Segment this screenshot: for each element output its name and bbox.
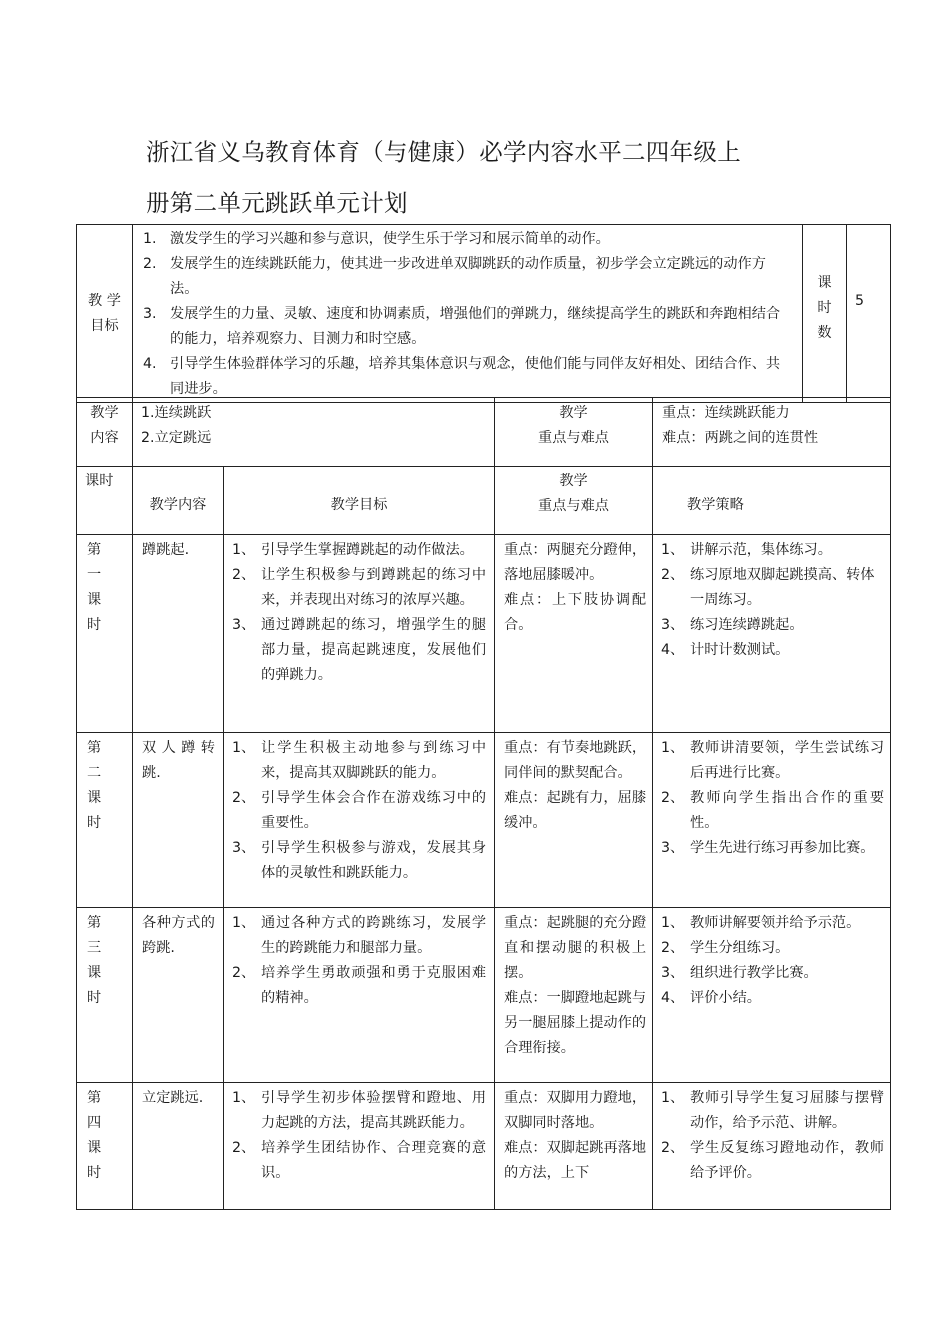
- kd-label-cell: [495, 398, 653, 467]
- difficulty-point: 难点：两跳之间的连贯性: [662, 430, 819, 446]
- lesson-difficulty: 难点：一脚蹬地起跳与另一腿屈膝上提动作的合理衔接。: [504, 990, 647, 1056]
- header-lesson: 课时: [77, 467, 133, 535]
- lesson-goal-item: 2、 引导学生体会合作在游戏练习中的重要性。: [232, 790, 487, 831]
- hours-label-cell: [803, 225, 847, 403]
- hours-label: 数: [817, 325, 832, 341]
- lesson-strategy: [653, 908, 891, 1083]
- lesson-goal-item: 2、 培养学生团结协作、合理竞赛的意识。: [232, 1140, 487, 1181]
- lesson-key-point: 重点：两腿充分蹬伸，落地屈膝暖冲。: [504, 542, 647, 583]
- lesson-plan-table: [76, 397, 891, 1210]
- goal-number: 2.: [143, 256, 157, 272]
- goal-text: 激发学生的学习兴趣和参与意识，使学生乐于学习和展示简单的动作。: [170, 231, 610, 247]
- lesson-goal-item: 3、 引导学生积极参与游戏，发展其身体的灵敏性和跳跃能力。: [232, 840, 487, 881]
- goals-list-cell: [133, 225, 803, 403]
- header-strategy: 教学策略: [653, 467, 891, 535]
- content-label: 内容: [90, 430, 119, 446]
- header-goal: 教学目标: [224, 467, 495, 535]
- strategy-item: 2、 教师向学生指出合作的重要性。: [661, 790, 885, 831]
- lesson-content: 各种方式的跨跳.: [133, 908, 224, 1083]
- lesson-label: 第 一 课 时: [77, 535, 133, 733]
- lesson-row: [77, 1083, 891, 1210]
- goal-item: [143, 302, 794, 352]
- header-kd: 教学 重点与难点: [495, 467, 653, 535]
- goal-number: 3.: [143, 306, 157, 322]
- goals-label-cell: [77, 225, 133, 403]
- kd-label: 重点与难点: [538, 430, 609, 446]
- lesson-goal-item: 1、 通过各种方式的跨跳练习，发展学生的跨跳能力和腿部力量。: [232, 915, 487, 956]
- lesson-row: [77, 908, 891, 1083]
- strategy-item: 1、 教师讲解要领并给予示范。: [661, 915, 861, 931]
- strategy-item: 2、 学生反复练习蹬地动作，教师给予评价。: [661, 1140, 885, 1181]
- lesson-goals: [224, 535, 495, 733]
- lesson-label: 第 二 课 时: [77, 733, 133, 908]
- lesson-goals: [224, 733, 495, 908]
- lesson-kd: [495, 1083, 653, 1210]
- content-items-cell: [133, 398, 495, 467]
- lesson-goal-item: 1、 引导学生掌握蹲跳起的动作做法。: [232, 542, 474, 558]
- lesson-goal-item: 1、 引导学生初步体验摆臂和蹬地、用力起跳的方法，提高其跳跃能力。: [232, 1090, 487, 1131]
- document-title-line-1: 浙江省义乌教育体育（与健康）必学内容水平二四年级上: [146, 138, 741, 166]
- goal-number: 4.: [143, 356, 157, 372]
- lesson-difficulty: 难点：起跳有力，屈膝缓冲。: [504, 790, 647, 831]
- lesson-goals: [224, 1083, 495, 1210]
- hours-label: 时: [817, 300, 832, 316]
- goal-text: 发展学生的力量、灵敏、速度和协调素质，增强他们的弹跳力，继续提高学生的跳跃和奔跑相结合的能力，培养观察力、目测力和时空感。: [170, 306, 781, 347]
- content-item: 2.立定跳远: [141, 430, 212, 446]
- lesson-difficulty: 难点：上下肢协调配合。: [504, 592, 647, 633]
- lesson-goals: [224, 908, 495, 1083]
- strategy-item: 4、 评价小结。: [661, 990, 761, 1006]
- lesson-label: 第 四 课 时: [77, 1083, 133, 1210]
- goal-item: [143, 227, 794, 252]
- lesson-kd: [495, 535, 653, 733]
- goals-label: 目标: [90, 317, 119, 334]
- goal-number: 1.: [143, 231, 157, 247]
- lesson-goal-item: 2、 让学生积极参与到蹲跳起的练习中来，并表现出对练习的浓厚兴趣。: [232, 567, 487, 608]
- strategy-item: 1、 教师引导学生复习屈膝与摆臂动作，给予示范、讲解。: [661, 1090, 885, 1131]
- lesson-strategy: [653, 733, 891, 908]
- strategy-item: 3、 练习连续蹲跳起。: [661, 617, 804, 633]
- strategy-item: 1、 讲解示范，集体练习。: [661, 542, 832, 558]
- content-label: 教学: [90, 405, 119, 421]
- document-title-line-2: 册第二单元跳跃单元计划: [146, 189, 408, 217]
- goal-item: [143, 352, 794, 402]
- lesson-key-point: 重点：起跳腿的充分蹬直和摆动腿的积极上摆。: [504, 915, 647, 981]
- hours-value: 5: [855, 292, 865, 309]
- strategy-item: 1、 教师讲清要领，学生尝试练习后再进行比赛。: [661, 740, 885, 781]
- goal-text: 引导学生体验群体学习的乐趣，培养其集体意识与观念，使他们能与同伴友好相处、团结合作、共同进步。: [170, 356, 781, 397]
- lesson-key-point: 重点：双脚用力蹬地，双脚同时落地。: [504, 1090, 647, 1131]
- kd-label: 教学: [559, 405, 588, 421]
- hours-label: 课: [817, 275, 832, 291]
- lesson-goal-item: 3、 通过蹲跳起的练习，增强学生的腿部力量，提高起跳速度，发展他们的弹跳力。: [232, 617, 487, 683]
- strategy-item: 3、 学生先进行练习再参加比赛。: [661, 840, 875, 856]
- lesson-key-point: 重点：有节奏地跳跃，同伴间的默契配合。: [504, 740, 647, 781]
- lesson-goal-item: 1、 让学生积极主动地参与到练习中来，提高其双脚跳跃的能力。: [232, 740, 487, 781]
- goals-table: [76, 224, 891, 403]
- goal-text: 发展学生的连续跳跃能力，使其进一步改进单双脚跳跃的动作质量，初步学会立定跳远的动作方法。: [170, 256, 766, 297]
- lesson-kd: [495, 908, 653, 1083]
- content-label-cell: [77, 398, 133, 467]
- content-item: 1.连续跳跃: [141, 405, 212, 421]
- strategy-item: 2、 练习原地双脚起跳摸高、转体一周练习。: [661, 567, 875, 608]
- strategy-item: 2、 学生分组练习。: [661, 940, 790, 956]
- goals-label: 教 学: [88, 292, 121, 309]
- lesson-label: 第 三 课 时: [77, 908, 133, 1083]
- key-point: 重点：连续跳跃能力: [662, 405, 790, 421]
- lesson-difficulty: 难点：双脚起跳再落地的方法，上下: [504, 1140, 647, 1181]
- lesson-content: 蹲跳起.: [133, 535, 224, 733]
- lesson-goal-item: 2、 培养学生勇敢顽强和勇于克服困难的精神。: [232, 965, 487, 1006]
- lesson-strategy: [653, 1083, 891, 1210]
- lesson-strategy: [653, 535, 891, 733]
- strategy-item: 3、 组织进行教学比赛。: [661, 965, 818, 981]
- goal-item: [143, 252, 794, 302]
- goals-list: [143, 227, 794, 402]
- hours-value-cell: [847, 225, 891, 403]
- kd-cell: [653, 398, 891, 467]
- lesson-content: 立定跳远.: [133, 1083, 224, 1210]
- lesson-row: [77, 535, 891, 733]
- header-content: 教学内容: [133, 467, 224, 535]
- lesson-content: 双人蹲转跳.: [133, 733, 224, 908]
- lesson-kd: [495, 733, 653, 908]
- strategy-item: 4、 计时计数测试。: [661, 642, 790, 658]
- lesson-row: [77, 733, 891, 908]
